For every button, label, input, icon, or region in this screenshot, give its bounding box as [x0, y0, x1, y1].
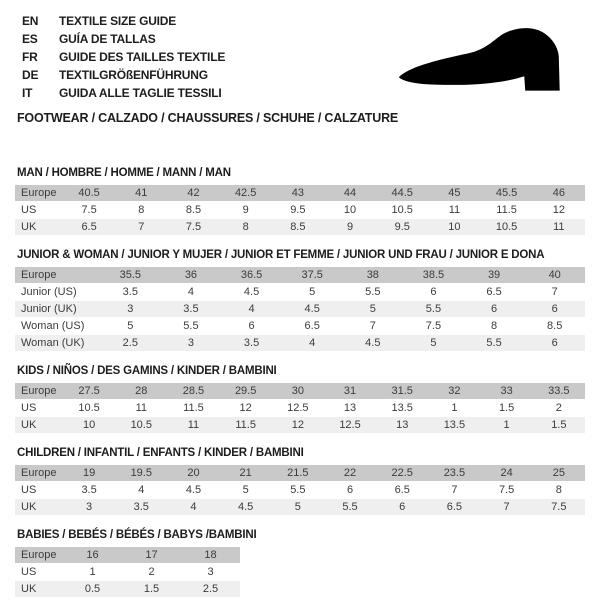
size-row — [15, 417, 585, 433]
size-cell: 5 — [242, 484, 249, 496]
size-header-row — [15, 383, 585, 399]
size-cell: 4.5 — [343, 335, 404, 351]
size-cell: 3.5 — [115, 499, 167, 515]
size-cell: 11 — [167, 417, 219, 433]
size-cell: 43 — [272, 185, 324, 201]
size-cell: 30 — [272, 383, 324, 399]
size-cell: 39 — [464, 267, 525, 283]
size-cell: 23.5 — [428, 465, 480, 481]
size-section-man — [15, 167, 585, 236]
size-cell: 11.5 — [220, 417, 272, 433]
row-label: Europe — [15, 383, 63, 399]
size-cell: 3 — [207, 566, 214, 578]
size-cell: 32 — [428, 383, 480, 399]
size-cell: 6.5 — [304, 320, 320, 332]
size-cell: 10.5 — [78, 402, 100, 414]
size-cell: 24 — [481, 465, 533, 481]
size-cell: 3.5 — [221, 335, 282, 351]
size-cell: 1 — [481, 417, 533, 433]
size-cell: 2 — [148, 566, 155, 578]
size-cell: 4.5 — [220, 499, 272, 515]
size-cell: 5.5 — [403, 301, 464, 317]
children-size-table — [15, 464, 585, 516]
size-cell: 6.5 — [63, 219, 115, 235]
size-row — [15, 219, 585, 235]
lang-code: ES — [22, 32, 38, 46]
size-cell: 33 — [481, 383, 533, 399]
size-cell: 2 — [555, 402, 562, 414]
size-cell: 7 — [115, 219, 167, 235]
row-label: UK — [15, 219, 63, 235]
size-cell: 6.5 — [486, 286, 502, 298]
size-header-row — [15, 465, 585, 481]
size-cell: 10 — [343, 204, 357, 216]
size-cell: 25 — [533, 465, 585, 481]
babies-size-table — [15, 546, 240, 598]
size-cell: 6 — [376, 499, 428, 515]
row-label: UK — [15, 581, 63, 597]
size-cell: 5 — [403, 335, 464, 351]
row-label: UK — [15, 417, 63, 433]
size-section-children — [15, 447, 585, 516]
size-cell: 7.5 — [498, 484, 515, 496]
size-row — [15, 284, 585, 300]
lang-title: GUIDA ALLE TAGLIE TESSILI — [59, 86, 222, 100]
size-cell: 6 — [430, 286, 437, 298]
size-cell: 7 — [369, 320, 376, 332]
size-cell: 18 — [181, 547, 240, 563]
size-cell: 5.5 — [183, 320, 199, 332]
size-cell: 44.5 — [376, 185, 428, 201]
size-cell: 4.5 — [282, 301, 343, 317]
size-cell: 22.5 — [376, 465, 428, 481]
size-cell: 7.5 — [167, 219, 219, 235]
size-cell: 38.5 — [403, 267, 464, 283]
size-cell: 7.5 — [425, 320, 442, 332]
size-cell: 33.5 — [533, 383, 585, 399]
size-cell: 4 — [167, 499, 219, 515]
size-cell: 35.5 — [100, 267, 161, 283]
size-cell: 42.5 — [220, 185, 272, 201]
size-cell: 2.5 — [100, 335, 161, 351]
size-cell: 5 — [309, 286, 316, 298]
size-cell: 8 — [555, 484, 562, 496]
size-cell: 4 — [282, 335, 343, 351]
size-cell: 27.5 — [63, 383, 115, 399]
section-title-kids: KIDS / NIÑOS / DES GAMINS / KINDER / BAMBINI — [17, 365, 277, 377]
size-cell: 19.5 — [115, 465, 167, 481]
junior-woman-size-table — [15, 266, 585, 352]
size-cell: 40 — [524, 267, 585, 283]
size-cell: 6 — [524, 301, 585, 317]
dress-shoe-icon — [394, 20, 576, 100]
size-cell: 3.5 — [81, 484, 97, 496]
size-cell: 41 — [115, 185, 167, 201]
size-cell: 45 — [428, 185, 480, 201]
section-title-babies: BABIES / BEBÉS / BÉBÉS / BABYS /BAMBINI — [17, 529, 257, 541]
size-cell: 11.5 — [496, 204, 517, 216]
size-cell: 4.5 — [243, 286, 260, 298]
size-cell: 8.5 — [185, 204, 202, 216]
size-cell: 7.5 — [81, 204, 97, 216]
kids-size-table — [15, 382, 585, 434]
row-label: Junior (UK) — [15, 301, 100, 317]
size-cell: 3 — [100, 301, 161, 317]
row-label: US — [21, 566, 37, 578]
size-cell: 10.5 — [115, 417, 167, 433]
size-cell: 6.5 — [428, 499, 480, 515]
size-cell: 8 — [220, 219, 272, 235]
size-cell: 6 — [248, 320, 255, 332]
size-cell: 5 — [127, 320, 134, 332]
size-cell: 6 — [346, 484, 354, 496]
row-label: US — [21, 204, 37, 216]
size-cell: 36 — [161, 267, 222, 283]
size-cell: 5.5 — [464, 335, 525, 351]
size-cell: 9 — [242, 204, 249, 216]
man-size-table — [15, 184, 585, 236]
size-cell: 8 — [138, 204, 145, 216]
size-cell: 4 — [187, 286, 194, 298]
size-cell: 8.5 — [547, 320, 563, 332]
size-header-row — [15, 267, 585, 283]
size-cell: 9.5 — [376, 219, 428, 235]
size-cell: 16 — [63, 547, 122, 563]
size-cell: 5.5 — [365, 286, 381, 298]
size-row — [15, 318, 585, 334]
size-cell: 7 — [551, 286, 558, 298]
section-title-children: CHILDREN / INFANTIL / ENFANTS / KINDER / BAMBINI — [17, 447, 304, 459]
size-section-kids — [15, 365, 585, 434]
size-cell: 5.5 — [324, 499, 376, 515]
size-cell: 12 — [552, 204, 565, 216]
row-label: Woman (UK) — [15, 335, 100, 351]
size-row — [15, 301, 585, 317]
size-cell: 3 — [63, 499, 115, 515]
size-cell: 13.5 — [428, 417, 480, 433]
lang-title: GUÍA DE TALLAS — [59, 32, 156, 46]
size-cell: 40.5 — [63, 185, 115, 201]
size-cell: 6.5 — [394, 484, 410, 496]
size-cell: 37.5 — [282, 267, 343, 283]
size-cell: 13 — [343, 402, 357, 414]
size-cell: 46 — [533, 185, 585, 201]
size-cell: 4 — [138, 484, 145, 496]
size-cell: 8.5 — [272, 219, 324, 235]
size-cell: 21 — [220, 465, 272, 481]
size-cell: 7 — [481, 499, 533, 515]
section-title-man: MAN / HOMBRE / HOMME / MANN / MAN — [17, 167, 231, 179]
size-cell: 31 — [324, 383, 376, 399]
size-cell: 17 — [122, 547, 181, 563]
lang-title: GUIDE DES TAILLES TEXTILE — [59, 50, 226, 64]
size-cell: 29.5 — [220, 383, 272, 399]
row-label: US — [21, 484, 37, 496]
lang-code: FR — [22, 50, 38, 64]
section-title-junior-woman: JUNIOR & WOMAN / JUNIOR Y MUJER / JUNIOR ET FEMME / JUNIOR UND FRAU / JUNIOR E DONA — [17, 249, 545, 261]
lang-title: TEXTILE SIZE GUIDE — [59, 14, 177, 28]
size-cell: 7 — [451, 484, 458, 496]
size-cell: 6 — [464, 301, 525, 317]
size-cell: 11 — [135, 402, 147, 414]
size-cell: 6 — [524, 335, 585, 351]
size-cell: 10.5 — [391, 204, 413, 216]
size-section-babies — [15, 529, 585, 598]
size-row — [15, 581, 240, 597]
row-label: Woman (US) — [21, 320, 85, 332]
size-cell: 20 — [167, 465, 219, 481]
size-cell: 3.5 — [161, 301, 222, 317]
size-cell: 22 — [324, 465, 376, 481]
size-cell: 1 — [89, 566, 96, 578]
lang-title: TEXTILGRÖßENFÜHRUNG — [59, 68, 208, 82]
size-cell: 31.5 — [376, 383, 428, 399]
size-row — [15, 202, 585, 218]
row-label: Junior (US) — [21, 286, 77, 298]
size-cell: 28.5 — [167, 383, 219, 399]
size-cell: 10 — [428, 219, 480, 235]
size-cell: 4 — [221, 301, 282, 317]
size-cell: 28 — [115, 383, 167, 399]
size-cell: 1.5 — [533, 417, 585, 433]
row-label: Europe — [15, 185, 63, 201]
size-cell: 36.5 — [221, 267, 282, 283]
category-line: FOOTWEAR / CALZADO / CHAUSSURES / SCHUHE / CALZATURE — [17, 111, 399, 125]
size-header-row — [15, 185, 585, 201]
size-cell: 12 — [239, 402, 252, 414]
size-section-junior-woman — [15, 249, 585, 352]
size-row — [15, 482, 585, 498]
size-header-row — [15, 547, 240, 563]
size-row — [15, 499, 585, 515]
size-cell: 44 — [324, 185, 376, 201]
size-cell: 9 — [324, 219, 376, 235]
size-cell: 10.5 — [481, 219, 533, 235]
size-cell: 8 — [491, 320, 498, 332]
size-tables — [15, 167, 585, 598]
size-cell: 1.5 — [498, 402, 515, 414]
size-cell: 21.5 — [272, 465, 324, 481]
size-cell: 45.5 — [481, 185, 533, 201]
lang-code: EN — [22, 14, 39, 28]
row-label: Europe — [15, 465, 63, 481]
size-cell: 4.5 — [185, 484, 202, 496]
size-row — [15, 400, 585, 416]
size-cell: 10 — [63, 417, 115, 433]
size-cell: 11.5 — [183, 402, 204, 414]
size-cell: 11 — [448, 204, 461, 216]
size-cell: 3.5 — [122, 286, 138, 298]
size-cell: 38 — [343, 267, 404, 283]
size-row — [15, 564, 240, 580]
size-cell: 5.5 — [290, 484, 306, 496]
size-cell: 12.5 — [324, 417, 376, 433]
size-cell: 0.5 — [63, 581, 122, 597]
size-cell: 7.5 — [533, 499, 585, 515]
size-cell: 13 — [376, 417, 428, 433]
row-label: Europe — [15, 267, 100, 283]
size-cell: 3 — [161, 335, 222, 351]
row-label: Europe — [15, 547, 63, 563]
size-cell: 19 — [63, 465, 115, 481]
lang-code: DE — [22, 68, 39, 82]
size-cell: 12 — [272, 417, 324, 433]
size-cell: 42 — [167, 185, 219, 201]
size-cell: 11 — [533, 219, 585, 235]
lang-code: IT — [22, 86, 33, 100]
size-cell: 1.5 — [122, 581, 181, 597]
size-cell: 5 — [343, 301, 404, 317]
size-cell: 5 — [272, 499, 324, 515]
size-cell: 2.5 — [181, 581, 240, 597]
size-cell: 9.5 — [290, 204, 306, 216]
size-cell: 1 — [451, 402, 458, 414]
row-label: UK — [15, 499, 63, 515]
row-label: US — [21, 402, 37, 414]
size-cell: 12.5 — [287, 402, 309, 414]
size-cell: 13.5 — [391, 402, 413, 414]
size-row — [15, 335, 585, 351]
